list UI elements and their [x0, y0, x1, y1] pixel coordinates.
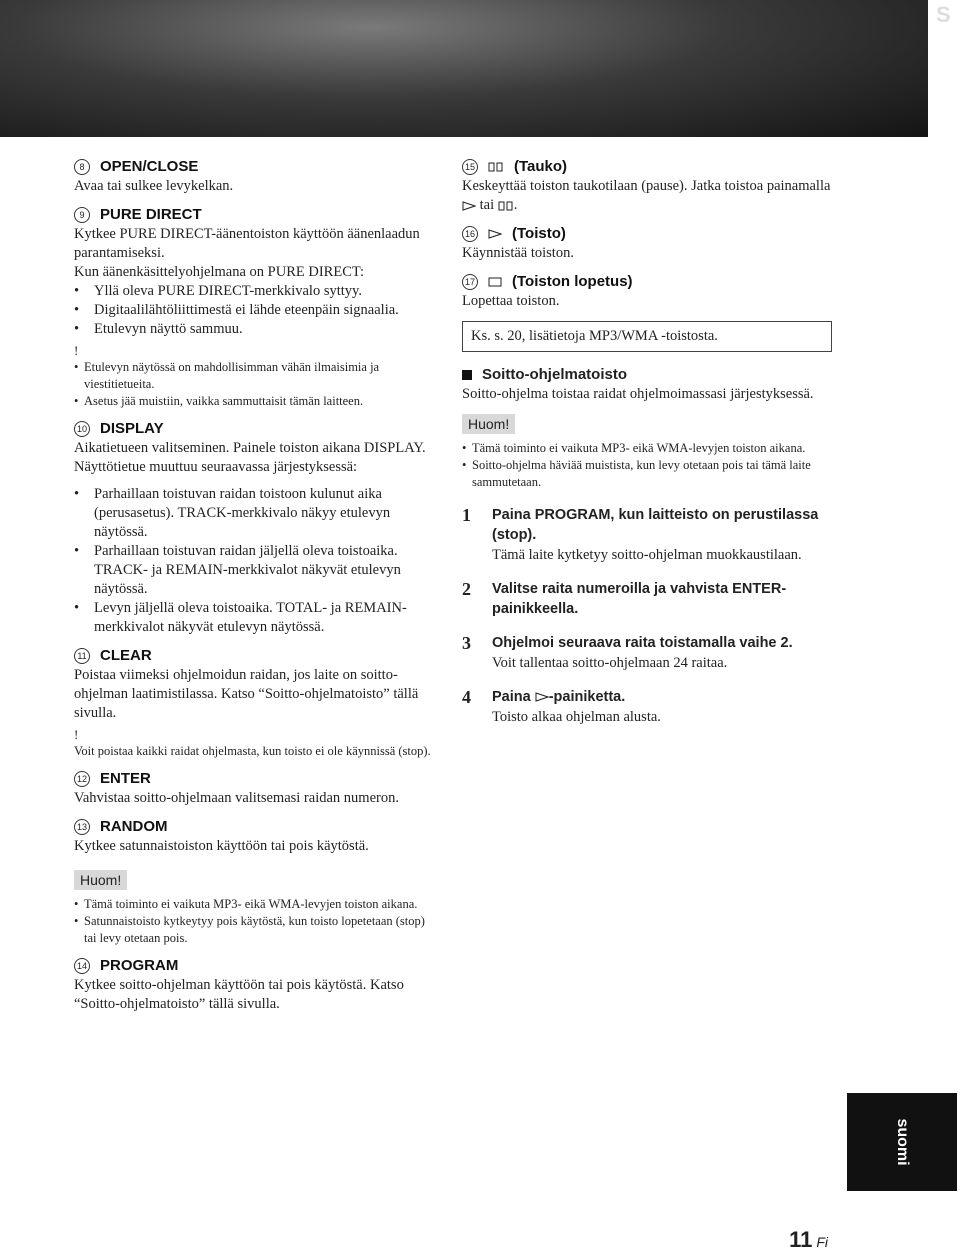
section-title: (Tauko) [514, 158, 568, 175]
section-title: OPEN/CLOSE [100, 158, 199, 175]
section-title: PROGRAM [100, 957, 179, 974]
item-number: 17 [462, 274, 478, 290]
list-item: • Satunnaistoisto kytkeytyy pois käytöstä, kun toisto lopetetaan (stop) tai levy otetaan pois. [74, 913, 440, 947]
section-text: Kytkee PURE DIRECT-äänentoiston käyttöön äänenlaadun parantamiseksi. [74, 226, 420, 261]
section-title: (Toiston lopetus) [512, 273, 633, 290]
program-title: Soitto-ohjelmatoisto [482, 366, 627, 383]
step-number: 1 [462, 505, 471, 525]
page-number [789, 1227, 828, 1253]
item-number: 13 [74, 819, 90, 835]
section-heading [74, 158, 440, 175]
reference-box: Ks. s. 20, lisätietoja MP3/WMA -toistosta. [462, 321, 832, 352]
section-text: Käynnistää toiston. [462, 245, 574, 261]
step-title: Paina PROGRAM, kun laitteisto on perustilassa (stop). [492, 507, 819, 543]
section-clear [74, 647, 440, 760]
list-item: • Asetus jää muistiin, vaikka sammuttaisit tämän laitteen. [74, 393, 440, 410]
item-number: 11 [74, 648, 90, 664]
section-text: Avaa tai sulkee levykelkan. [74, 178, 234, 194]
item-number: 8 [74, 159, 90, 175]
list-item: • Levyn jäljellä oleva toistoaika. TOTAL- ja REMAIN-merkkivalot näkyvät etulevyn näytössä. [74, 599, 440, 637]
play-icon [462, 201, 476, 211]
item-number: 9 [74, 207, 90, 223]
section-heading [74, 770, 440, 787]
section-open-close [74, 158, 440, 196]
step-title [492, 687, 661, 707]
left-column [74, 158, 440, 1024]
section-heading [74, 420, 440, 437]
list-item: • Yllä oleva PURE DIRECT-merkkivalo syttyy. [74, 282, 440, 301]
section-text: Aikatietueen valitseminen. Painele toiston aikana DISPLAY. Näyttötietue muuttuu seuraavassa järjestyksessä: [74, 440, 426, 475]
step-text: Tämä laite kytketyy soitto-ohjelman muokkaustilaan. [492, 547, 802, 563]
section-title: CLEAR [100, 647, 152, 664]
section-pure-direct [74, 206, 440, 410]
page-number-value: 11 [789, 1227, 813, 1252]
section-stop [462, 273, 832, 311]
section-text: Kytkee soitto-ohjelman käyttöön tai pois käytöstä. Katso “Soitto-ohjelmatoisto” tällä sivulla. [74, 977, 404, 1012]
step-text: Voit tallentaa soitto-ohjelmaan 24 raitaa. [492, 655, 728, 671]
item-number: 12 [74, 771, 90, 787]
play-icon [488, 229, 502, 239]
note-mark: ! [74, 343, 79, 358]
list-item: • Digitaalilähtöliittimestä ei lähde eteenpäin signaalia. [74, 301, 440, 320]
item-number: 14 [74, 958, 90, 974]
text-part: tai [479, 197, 495, 213]
text-part: Keskeyttää toiston taukotilaan (pause). Jatka toistoa painamalla [462, 178, 831, 194]
note-list [74, 896, 440, 947]
section-title: DISPLAY [100, 420, 164, 437]
step-4 [462, 687, 832, 727]
section-title: (Toisto) [512, 225, 566, 242]
list-item: • Parhaillaan toistuvan raidan toistoon kulunut aika (perusasetus). TRACK-merkkivalo näkyy etulevyn näytössä. [74, 485, 440, 542]
section-display [74, 420, 440, 637]
pause-icon [488, 162, 504, 172]
section-heading [74, 206, 440, 223]
step-title: Valitse raita numeroilla ja vahvista ENTER-painikkeella. [492, 581, 787, 617]
step-number: 3 [462, 633, 471, 653]
list-item: • Etulevyn näytössä on mahdollisimman vähän ilmaisimia ja viestitietueita. [74, 359, 440, 393]
pause-icon [498, 201, 514, 211]
note-label: Huom! [462, 414, 515, 434]
bullet-list [74, 282, 440, 339]
program-text: Soitto-ohjelma toistaa raidat ohjelmoimassasi järjestyksessä. [462, 386, 814, 402]
list-item: • Etulevyn näyttö sammuu. [74, 320, 440, 339]
note-text: Voit poistaa kaikki raidat ohjelmasta, kun toisto ei ole käynnissä (stop). [74, 744, 431, 758]
header-margin [928, 0, 960, 137]
step-3 [462, 633, 832, 673]
page-language: Fi [816, 1234, 828, 1250]
section-heading [462, 273, 832, 290]
list-item: • Parhaillaan toistuvan raidan jäljellä oleva toistoaika. TRACK- ja REMAIN-merkkivalot näkyvät etulevyn näytössä. [74, 542, 440, 599]
section-text-2: Kun äänenkäsittelyohjelmana on PURE DIRECT: [74, 264, 365, 280]
stop-icon [488, 277, 502, 287]
text-part: Paina [492, 689, 531, 705]
section-text [462, 177, 832, 215]
language-tab-label: suomi [894, 1118, 911, 1166]
step-number: 2 [462, 579, 471, 599]
section-text: Kytkee satunnaistoiston käyttöön tai pois käytöstä. [74, 838, 369, 854]
program-heading [462, 366, 832, 383]
bullet-list [74, 485, 440, 637]
section-pause [462, 158, 832, 215]
play-icon [535, 692, 549, 702]
section-heading [462, 225, 832, 242]
list-item: • Tämä toiminto ei vaikuta MP3- eikä WMA-levyjen toiston aikana. [462, 440, 832, 457]
step-text: Toisto alkaa ohjelman alusta. [492, 709, 661, 725]
section-title: RANDOM [100, 818, 168, 835]
section-title: PURE DIRECT [100, 206, 202, 223]
language-tab [847, 1093, 957, 1191]
note-label: Huom! [74, 870, 127, 890]
list-item: • Tämä toiminto ei vaikuta MP3- eikä WMA-levyjen toiston aikana. [74, 896, 440, 913]
section-play [462, 225, 832, 263]
section-text: Lopettaa toiston. [462, 293, 560, 309]
section-text: Vahvistaa soitto-ohjelmaan valitsemasi raidan numeron. [74, 790, 399, 806]
step-title: Ohjelmoi seuraava raita toistamalla vaihe 2. [492, 635, 793, 651]
section-heading [462, 158, 832, 175]
section-program [74, 957, 440, 1014]
item-number: 10 [74, 421, 90, 437]
header-photo [0, 0, 928, 137]
note-list [462, 440, 832, 491]
header-mark: S [936, 2, 951, 27]
square-bullet-icon [462, 370, 472, 380]
section-random [74, 818, 440, 856]
step-1 [462, 505, 832, 565]
note-list [74, 359, 440, 410]
section-heading [74, 818, 440, 835]
section-title: ENTER [100, 770, 151, 787]
section-heading [74, 647, 440, 664]
text-part: . [513, 197, 518, 213]
step-2 [462, 579, 832, 619]
item-number: 15 [462, 159, 478, 175]
note-mark: ! [74, 727, 79, 742]
section-enter [74, 770, 440, 808]
section-text: Poistaa viimeksi ohjelmoidun raidan, jos laite on soitto-ohjelman laatimistilassa. Katso “Soitto-ohjelmatoisto” tällä sivulla. [74, 667, 419, 721]
section-heading [74, 957, 440, 974]
item-number: 16 [462, 226, 478, 242]
list-item: • Soitto-ohjelma häviää muistista, kun levy otetaan pois tai tämä laite sammutetaan. [462, 457, 832, 491]
right-column [462, 158, 832, 727]
text-part: -painiketta. [548, 689, 626, 705]
step-number: 4 [462, 687, 471, 707]
